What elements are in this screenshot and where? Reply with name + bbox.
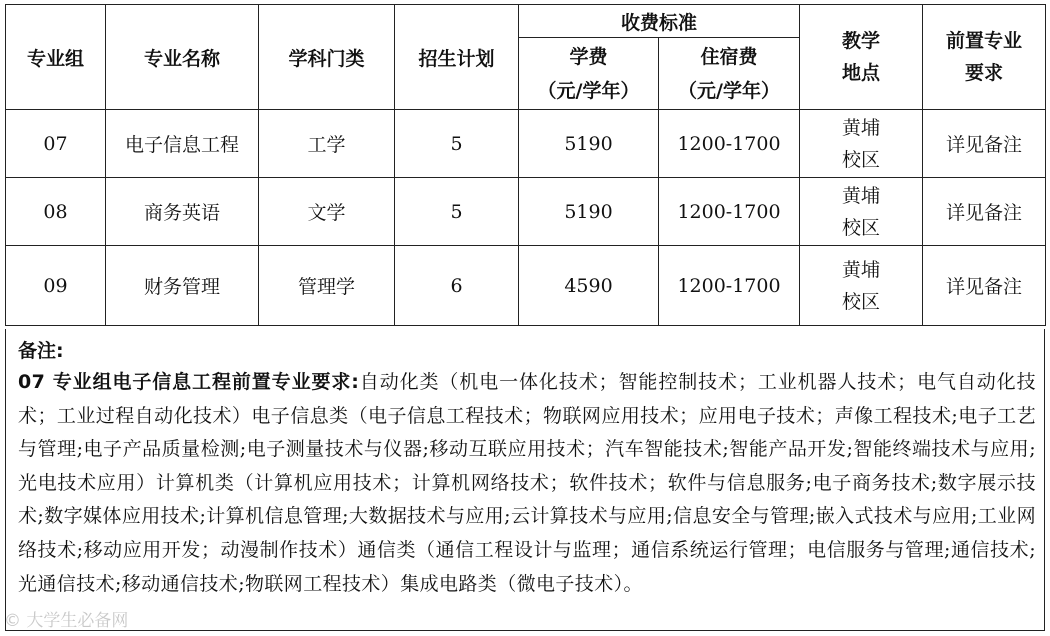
header-tuition-line1: 学费 <box>569 45 608 68</box>
header-plan: 招生计划 <box>395 5 519 110</box>
cell-requirement: 详见备注 <box>923 246 1046 326</box>
cell-location-line1: 黄埔 <box>842 116 881 139</box>
table-row <box>6 246 1046 326</box>
enrollment-table <box>5 4 1046 326</box>
cell-requirement: 详见备注 <box>923 110 1046 178</box>
header-category: 学科门类 <box>259 5 395 110</box>
cell-location <box>800 110 923 178</box>
header-dorm-line2: （元/学年） <box>678 79 780 102</box>
header-tuition-line2: （元/学年） <box>537 79 640 102</box>
cell-plan: 5 <box>395 110 519 178</box>
cell-tuition: 5190 <box>519 110 659 178</box>
cell-group: 07 <box>6 110 106 178</box>
cell-tuition: 4590 <box>519 246 659 326</box>
cell-requirement: 详见备注 <box>923 178 1046 246</box>
cell-location-line2: 校区 <box>842 290 881 313</box>
header-location-line2: 地点 <box>842 62 881 84</box>
cell-location-line2: 校区 <box>842 148 881 171</box>
cell-name: 财务管理 <box>106 246 259 326</box>
cell-category: 文学 <box>259 178 395 246</box>
header-location <box>800 5 923 110</box>
cell-category: 工学 <box>259 110 395 178</box>
header-req-line2: 要求 <box>965 62 1004 84</box>
notes-section <box>5 329 1045 631</box>
cell-group: 09 <box>6 246 106 326</box>
table-row <box>6 178 1046 246</box>
watermark: © 大学生必备网 <box>4 611 129 631</box>
notes-text: 自动化类（机电一体化技术；智能控制技术；工业机器人技术；电气自动化技术；工业过程自动化技术）电子信息类（电子信息工程技术；物联网应用技术；应用电子技术；声像工程技术;电子工艺与管理;电子产品质量检测;电子测量技术与仪器;移动互联应用技术；汽车智能技术;智能产品开发;智能终端技术与应用;光电技术应用）计算机类（计算机应用技术；计算机网络技术；软件技术；软件与信息服务;电子商务技术;数字展示技术;数字媒体应用技术;计算机信息管理;大数据技术与应用;云计算技术与应用;信息安全与管理;嵌入式技术与应用;工业网络技术;移动应用开发；动漫制作技术）通信类（通信工程设计与监理；通信系统运行管理；电信服务与管理;通信技术;光通信技术;移动通信技术;物联网工程技术）集成电路类（微电子技术）。 <box>18 371 1036 595</box>
cell-location-line1: 黄埔 <box>842 258 881 281</box>
notes-lead: 07 专业组电子信息工程前置专业要求: <box>18 371 360 393</box>
cell-plan: 5 <box>395 178 519 246</box>
header-name: 专业名称 <box>106 5 259 110</box>
cell-plan: 6 <box>395 246 519 326</box>
cell-location-line1: 黄埔 <box>842 184 881 207</box>
notes-title: 备注: <box>18 340 64 362</box>
cell-location <box>800 178 923 246</box>
header-dorm <box>659 38 800 110</box>
cell-dorm: 1200-1700 <box>659 178 800 246</box>
header-requirement <box>923 5 1046 110</box>
cell-group: 08 <box>6 178 106 246</box>
cell-location-line2: 校区 <box>842 216 881 239</box>
header-tuition <box>519 38 659 110</box>
cell-dorm: 1200-1700 <box>659 110 800 178</box>
header-fee-group: 收费标准 <box>519 5 800 38</box>
header-location-line1: 教学 <box>842 30 881 52</box>
table-row <box>6 110 1046 178</box>
header-req-line1: 前置专业 <box>946 30 1023 52</box>
cell-name: 电子信息工程 <box>106 110 259 178</box>
cell-location <box>800 246 923 326</box>
cell-category: 管理学 <box>259 246 395 326</box>
cell-dorm: 1200-1700 <box>659 246 800 326</box>
header-dorm-line1: 住宿费 <box>700 45 758 68</box>
cell-name: 商务英语 <box>106 178 259 246</box>
cell-tuition: 5190 <box>519 178 659 246</box>
header-group: 专业组 <box>6 5 106 110</box>
notes-body <box>18 366 1036 601</box>
